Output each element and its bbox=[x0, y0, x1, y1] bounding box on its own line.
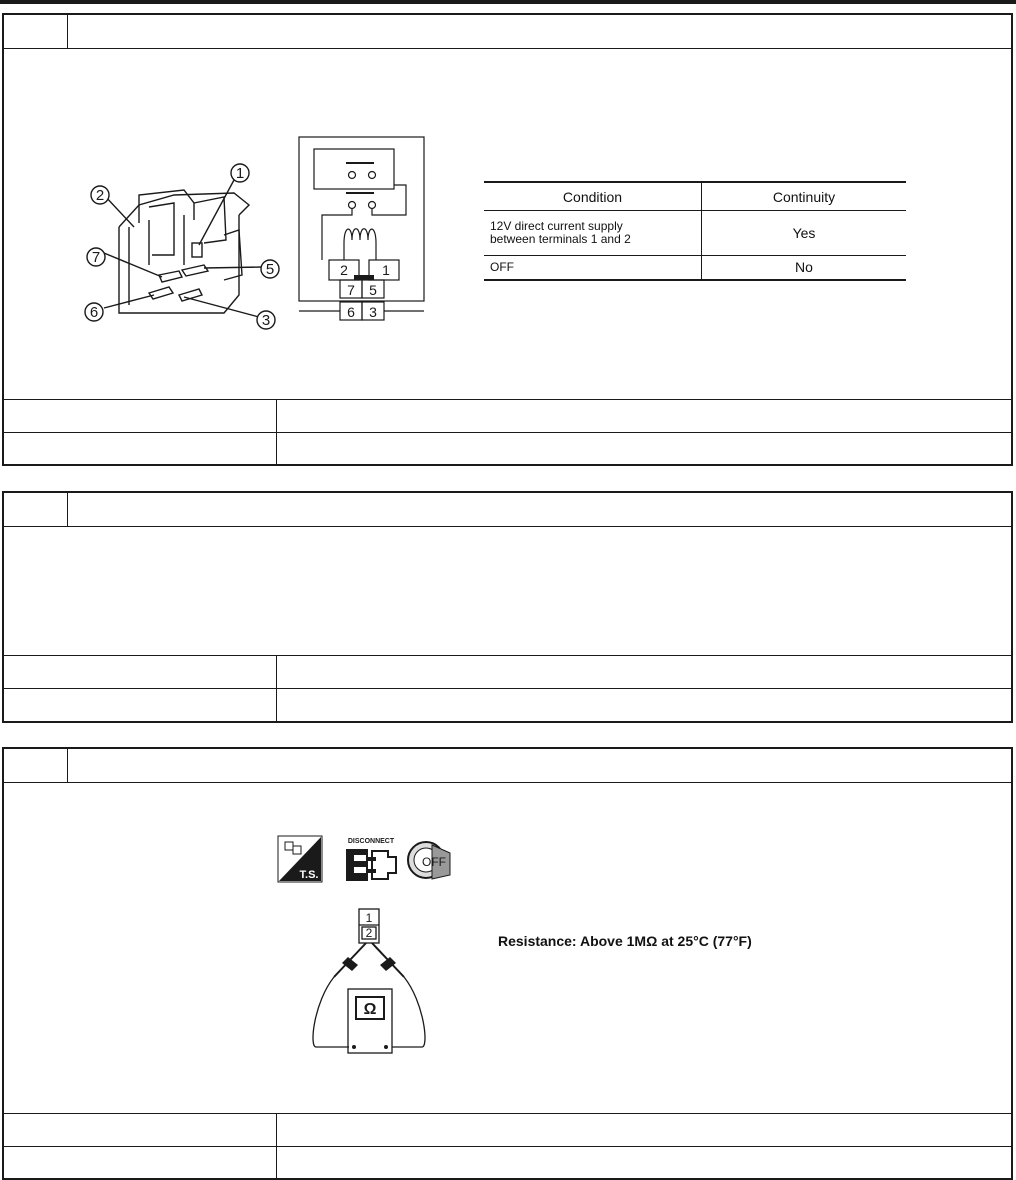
schematic-terminal-2: 2 bbox=[340, 262, 348, 278]
result-label-cell bbox=[4, 433, 277, 465]
ignition-off-icon bbox=[406, 835, 456, 885]
step-number-cell bbox=[4, 15, 68, 48]
condition-line: between terminals 1 and 2 bbox=[490, 232, 631, 246]
header-continuity: Continuity bbox=[702, 182, 907, 211]
condition-cell bbox=[484, 256, 702, 280]
svg-text:T.S.: T.S. bbox=[299, 869, 319, 881]
result-row-ng bbox=[4, 432, 1011, 465]
result-row-ng bbox=[4, 1146, 1011, 1179]
schematic-terminal-7: 7 bbox=[347, 282, 355, 298]
table-row bbox=[484, 211, 906, 256]
condition-line: 12V direct current supply bbox=[490, 219, 623, 233]
step-box-2 bbox=[2, 491, 1013, 723]
result-label-cell bbox=[4, 1147, 277, 1179]
step-number-cell bbox=[4, 493, 68, 526]
result-label-cell bbox=[4, 400, 277, 432]
svg-text:OFF: OFF bbox=[422, 855, 446, 869]
step-number-cell bbox=[4, 749, 68, 782]
connector-terminal-1: 1 bbox=[365, 911, 373, 925]
step-header-1 bbox=[4, 15, 1011, 49]
ohm-symbol: Ω bbox=[363, 1001, 377, 1018]
header-condition: Condition bbox=[484, 182, 702, 211]
result-row-ng bbox=[4, 688, 1011, 721]
step-box-3 bbox=[2, 747, 1013, 1180]
step-header-2 bbox=[4, 493, 1011, 527]
schematic-terminal-6: 6 bbox=[347, 304, 355, 320]
callout-5: 5 bbox=[265, 261, 275, 278]
callout-6: 6 bbox=[89, 304, 99, 321]
result-row-ok bbox=[4, 655, 1011, 688]
callout-7: 7 bbox=[91, 249, 101, 266]
table-header-row bbox=[484, 182, 906, 211]
result-row-ok bbox=[4, 399, 1011, 432]
connector-terminal-2: 2 bbox=[365, 926, 373, 940]
schematic-terminal-3: 3 bbox=[369, 304, 377, 320]
step-box-1 bbox=[2, 13, 1013, 466]
callout-2: 2 bbox=[95, 187, 105, 204]
step-header-3 bbox=[4, 749, 1011, 783]
result-label-cell bbox=[4, 656, 277, 688]
condition-cell bbox=[484, 211, 702, 256]
resistance-spec: Resistance: Above 1MΩ at 25°C (77°F) bbox=[498, 933, 752, 949]
result-row-ok bbox=[4, 1113, 1011, 1146]
top-rule bbox=[0, 0, 1016, 4]
table-row bbox=[484, 256, 906, 280]
result-label-cell bbox=[4, 1114, 277, 1146]
svg-text:DISCONNECT: DISCONNECT bbox=[347, 838, 395, 845]
continuity-cell: Yes bbox=[702, 211, 907, 256]
relay-schematic bbox=[294, 135, 434, 325]
continuity-cell: No bbox=[702, 256, 907, 280]
resistance-measurement-diagram bbox=[304, 907, 454, 1057]
callout-1: 1 bbox=[235, 165, 245, 182]
disconnect-icon bbox=[340, 835, 402, 885]
condition-line: OFF bbox=[490, 259, 514, 274]
trouble-shooting-icon bbox=[277, 835, 323, 883]
result-label-cell bbox=[4, 689, 277, 721]
relay-illustration bbox=[74, 135, 304, 345]
callout-3: 3 bbox=[261, 312, 271, 329]
schematic-terminal-5: 5 bbox=[369, 282, 377, 298]
schematic-terminal-1: 1 bbox=[382, 262, 390, 278]
continuity-table bbox=[484, 181, 906, 281]
